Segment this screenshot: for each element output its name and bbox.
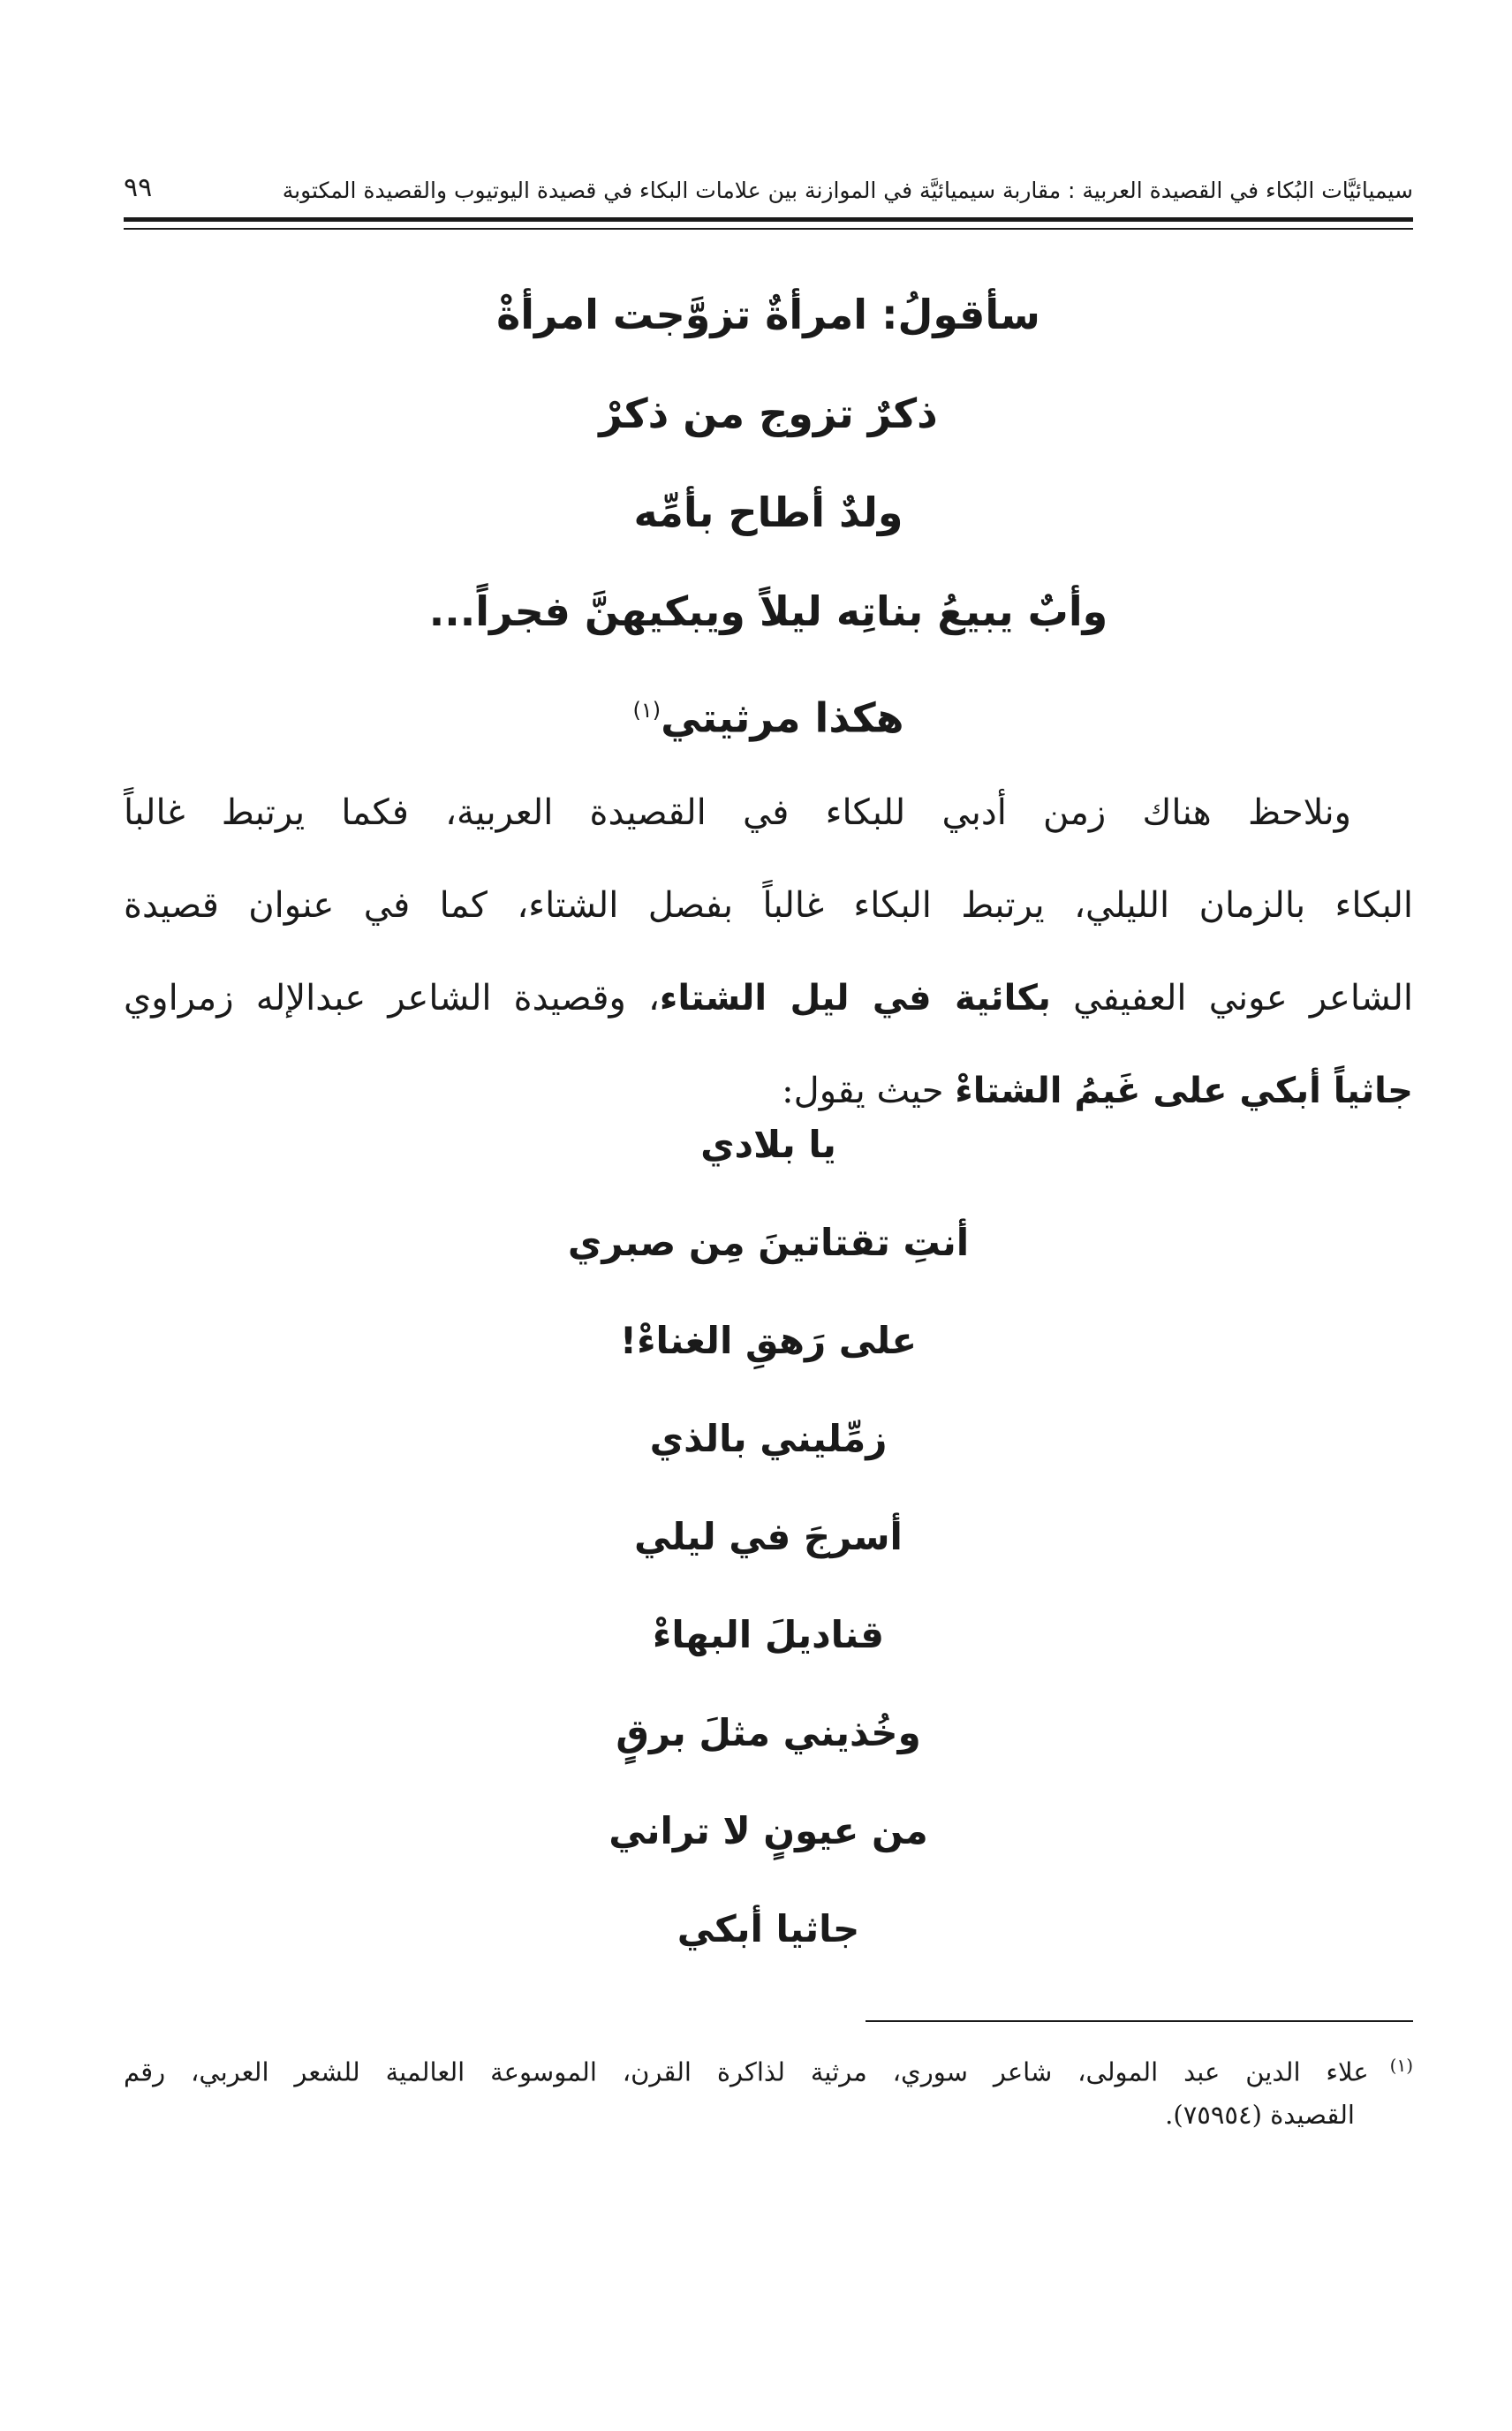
footnote-line	[124, 2041, 1413, 2090]
header-title: سيميائيَّات البُكاء في القصيدة العربية : مقاربة سيميائيَّة في الموازنة بين علامات البكاء في قصيدة اليوتيوب والقصيدة المكتوبة	[282, 178, 1413, 203]
footnote-reference: (١)	[632, 698, 662, 723]
poem-line-text: هكذا مرثيتي	[661, 693, 904, 742]
paragraph-line: البكاء بالزمان الليلي، يرتبط البكاء غالباً بفصل الشتاء، كما في عنوان قصيدة	[124, 885, 1413, 926]
footnote-line: القصيدة (٧٥٩٥٤).	[1165, 2100, 1355, 2130]
poem-line: وخُذيني مثلَ برقٍ	[616, 1711, 921, 1754]
poem-line: يا بلادي	[700, 1123, 836, 1166]
poem-line: سأقولُ: امرأةٌ تزوَّجت امرأةْ	[496, 291, 1040, 338]
poem-stanza-2	[124, 1095, 1413, 1978]
paragraph-line	[124, 952, 1413, 1045]
bold-poem-title: بكائية في ليل الشتاء	[659, 978, 1051, 1019]
paragraph-text: ، وقصيدة الشاعر عبدالإله زمراوي	[124, 978, 660, 1019]
poem-line: أسرجَ في ليلي	[634, 1515, 903, 1558]
footnote-separator	[866, 2020, 1413, 2022]
running-header	[124, 150, 1413, 203]
bold-poem-title: جاثياً أبكي على غَيمُ الشتاءْ	[955, 1071, 1413, 1111]
poem-line: من عيونٍ لا تراني	[609, 1809, 928, 1852]
poem-line: قناديلَ البهاءْ	[652, 1613, 885, 1656]
poem-line: زمِّليني بالذي	[649, 1417, 888, 1460]
poem-line: وأبٌ يبيعُ بناتِه ليلاً ويبكيهنَّ فجراً...	[428, 587, 1108, 635]
paragraph-line: ونلاحظ هناك زمن أدبي للبكاء في القصيدة العربية، فكما يرتبط غالباً	[124, 792, 1351, 833]
poem-line: ذكرٌ تزوج من ذكرْ	[599, 390, 938, 437]
paragraph-text: حيث يقول:	[782, 1071, 944, 1111]
footnote-marker: (١)	[1389, 2055, 1413, 2076]
poem-line: جاثيا أبكي	[677, 1907, 860, 1950]
footnote-text: علاء الدين عبد المولى، شاعر سوري، مرثية لذاكرة القرن، الموسوعة العالمية للشعر العربي، رقم	[124, 2056, 1369, 2087]
header-rule-thick	[124, 217, 1413, 222]
footnote	[124, 2041, 1413, 2139]
poem-line: أنتِ تقتاتينَ مِن صبري	[567, 1221, 970, 1264]
poem-line: ولدٌ أطاح بأمِّه	[633, 488, 903, 536]
header-rule-thin	[124, 228, 1413, 230]
poem-stanza-1	[124, 265, 1413, 760]
paragraph-text: الشاعر عوني العفيفي	[1073, 978, 1413, 1019]
poem-line: على رَهقِ الغناءْ!	[619, 1319, 918, 1362]
page-number: ٩٩	[124, 172, 153, 203]
poem-line-last	[124, 661, 1413, 760]
body-paragraph	[124, 767, 1413, 1138]
